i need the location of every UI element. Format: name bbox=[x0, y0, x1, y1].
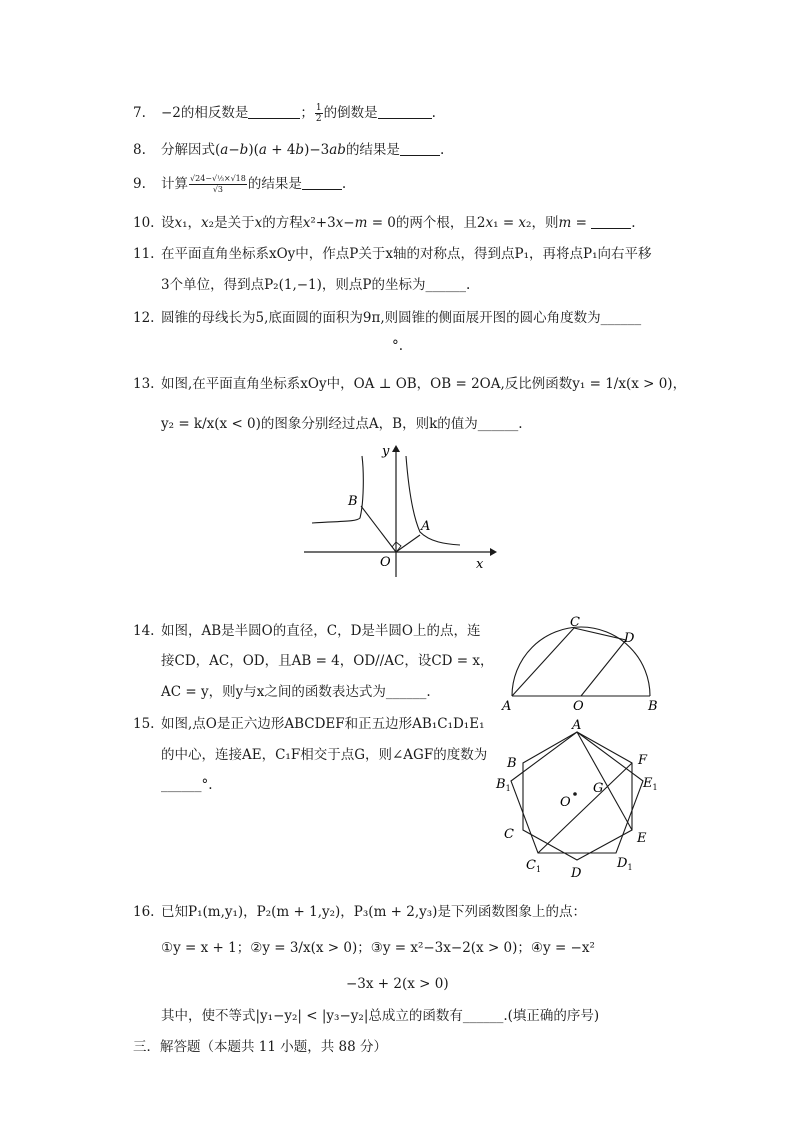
fig14-label-B: B bbox=[648, 699, 658, 714]
question-7: 7. −2的相反数是 ； $\frac{1}{2}$ 的倒数是 . bbox=[133, 103, 436, 124]
fig13-label-y: y bbox=[382, 444, 390, 459]
fig15-label-O: O bbox=[560, 795, 571, 810]
fig14-label-O: O bbox=[573, 699, 584, 714]
section-header: 三．解答题（本题共 11 小题，共 88 分） bbox=[133, 1039, 388, 1055]
question-14-line3: AC = y，则y与x之间的函数表达式为______. bbox=[161, 684, 431, 700]
question-16-line2: ①y = x + 1；②y = 3/x(x > 0)；③y = x²−3x−2(x > 0)；④y = −x² bbox=[161, 940, 595, 956]
fig15-label-A: A bbox=[572, 718, 582, 733]
fig15-label-G: G bbox=[593, 781, 604, 796]
figure-13-hyperbola-graph bbox=[300, 442, 500, 577]
question-14-line2: 接CD，AC，OD，且AB = 4，OD//AC，设CD = x， bbox=[161, 653, 494, 669]
question-15-line1: 15. 如图,点O是正六边形ABCDEF和正五边形AB₁C₁D₁E₁ bbox=[133, 716, 485, 732]
fig14-label-A: A bbox=[502, 699, 512, 714]
question-11-line1: 11. 在平面直角坐标系xOy中，作点P关于x轴的对称点，得到点P₁，再将点P₁向右平移 bbox=[133, 246, 652, 262]
fig15-label-B: B bbox=[507, 756, 517, 771]
question-16-line1: 16. 已知P₁(m,y₁)，P₂(m + 1,y₂)，P₃(m + 2,y₃)是下列函数图象上的点： bbox=[133, 904, 586, 920]
question-16-line3: −3x + 2(x > 0) bbox=[346, 976, 449, 992]
fig15-label-E: E bbox=[637, 831, 647, 846]
fig14-label-C: C bbox=[570, 615, 580, 630]
question-9: 9. 计算 $\frac{\text{√24−√⅓×√18}}{√3}$ 的结果是 . bbox=[133, 174, 347, 194]
fig15-label-D: D bbox=[571, 866, 582, 881]
question-12-line1: 12. 圆锥的母线长为5,底面圆的面积为9π,则圆锥的侧面展开图的圆心角度数为______ bbox=[133, 310, 642, 326]
question-8: 8. 分解因式(a−b)(a + 4b)−3ab的结果是 . bbox=[133, 142, 445, 158]
question-10: 10. 设x₁，x₂是关于x的方程x²+3x−m = 0的两个根，且2x₁ = x₂，则m = . bbox=[133, 215, 636, 231]
question-16-line4: 其中，使不等式|y₁−y₂| < |y₃−y₂|总成立的函数有______.(填正确的序号) bbox=[161, 1008, 600, 1024]
question-11-line2: 3个单位，得到点P₂(1,−1)，则点P的坐标为______. bbox=[161, 277, 471, 293]
fig15-label-D1: $D_1$ bbox=[617, 856, 633, 872]
question-13-line2: y₂ = k/x(x < 0)的图象分别经过点A，B，则k的值为______. bbox=[161, 416, 523, 432]
question-12-line2: °. bbox=[392, 338, 404, 354]
fig15-label-C1: $C_1$ bbox=[526, 858, 542, 874]
fig15-label-F: F bbox=[638, 753, 648, 768]
question-15-line2: 的中心，连接AE，C₁F相交于点G，则∠AGF的度数为 bbox=[161, 747, 488, 763]
figure-14-semicircle bbox=[498, 612, 668, 716]
fig15-label-B1: $B_1$ bbox=[496, 777, 511, 793]
fig13-label-A: A bbox=[421, 519, 431, 534]
fig13-label-B: B bbox=[348, 494, 358, 509]
fig15-label-E1: $E_1$ bbox=[643, 776, 658, 792]
fig13-label-O: O bbox=[380, 555, 391, 570]
fig14-label-D: D bbox=[624, 631, 635, 646]
question-13-line1: 13. 如图,在平面直角坐标系xOy中，OA ⊥ OB，OB = 2OA,反比例函数y₁ = 1/x(x > 0)， bbox=[133, 376, 687, 392]
fig15-label-C: C bbox=[504, 827, 514, 842]
question-15-line3: ______°. bbox=[161, 777, 213, 793]
figure-15-hexagon-pentagon bbox=[490, 712, 670, 882]
question-14-line1: 14. 如图，AB是半圆O的直径，C，D是半圆O上的点，连 bbox=[133, 623, 481, 639]
fig13-label-x: x bbox=[476, 557, 484, 572]
